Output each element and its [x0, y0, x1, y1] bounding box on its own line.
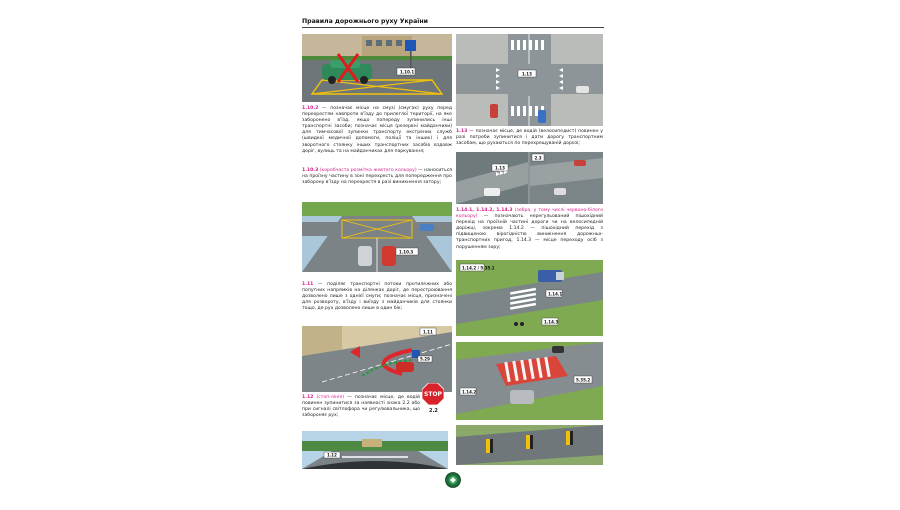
paragraph-1-13 — [456, 129, 603, 147]
stop-sign-text: STOP — [424, 391, 442, 399]
stop-sign-icon — [422, 383, 444, 405]
illustration-1-13-intersection — [456, 34, 603, 126]
rule-1-10-3-highlight: (коробчаста розмітка жовтого кольору) — [318, 168, 417, 173]
rule-1-11-text: — поділяє транспортні потоки протилежних або попутних напрямків на ділянках доріг, де перестроювання дозволено лише з однієї смуги; позначає місця, призначені для розвороту, в'їзду і виїзду з майданчиків для стоянки тощо, де рух дозволено лише в один бік; — [302, 282, 452, 312]
rule-1-12-text: — позначає місце, де водій повинен зупинитися за наявності знака 2.2 або при сигналі світлофора чи регулювальника, що забороняє рух; — [302, 395, 420, 419]
illustration-speed-bumps — [456, 425, 603, 465]
paragraph-1-14 — [456, 208, 603, 251]
rule-1-13-text: — позначає місце, де водій (велосипедист) повинен у разі потреби зупинитися і дати дорогу транспортним засобам, що рухаються по перехрещуваній дорозі; — [456, 129, 603, 147]
rule-1-10-2-text: — позначає місце на смузі (смугах) руху перед перехрестям навпроти в'їзду до прилеглої території, на яке заборонено в'їзд, якщо попереду зупинились інші транспортні засоби; позначає місця (резервні майданчики) для тимчасової зупинки транспорту екстрених служб (швидкої медичної допомоги, поліції та інших) і для зворотного стоянку інших транспортних засобів вздовж доріг, вулиць та на майданчиках для паркування; — [302, 106, 452, 154]
rule-1-14-number: 1.14.1, 1.14.2, 1.14.3 — [456, 208, 513, 213]
tag-1-13-left: 1.13 — [495, 165, 505, 171]
paragraph-1-11 — [302, 282, 452, 312]
tag-1-14-1: 1.14.1 — [548, 291, 563, 297]
rule-1-14-text: — позначають нерегульований пішохідний перехід на проїзній частині дороги чи на велосипедній доріжці, зокрема 1.14.2 — пішохідний перехід з підвищеною вірогідністю виникнення дорожньо-транспортних пригод, 1.14.3 — місце переходу осіб з порушенням зору; — [456, 214, 603, 250]
tag-1-13: 1.13 — [522, 71, 532, 77]
tag-5-29: 5.29 — [420, 356, 430, 362]
rule-1-10-3-text: — наноситься на проїзну частину в зоні перехресть для попередження про заборону в'їзду на перехрестя в разі виникнення затору; — [302, 168, 452, 186]
illustration-1-14-2-red — [456, 342, 603, 420]
manual-page — [298, 12, 606, 492]
illustration-1-10-3 — [302, 202, 452, 272]
rule-1-14-highlight: (зебра, у тому числі червоно-білого кольору) — [456, 208, 603, 220]
page-badge-icon — [445, 472, 461, 488]
stop-sign-label: 2.2 — [429, 408, 438, 414]
illustration-1-13-yield — [456, 152, 603, 204]
tag-2-3: 2.3 — [534, 155, 542, 161]
tag-1-14-3: 1.14.3 — [544, 319, 559, 325]
paragraph-1-10-2 — [302, 106, 452, 155]
illustration-1-10-1 — [302, 34, 452, 102]
tag-5-35-2: 5.35.2 — [576, 377, 591, 383]
tag-1-10-3: 1.10.3 — [399, 249, 414, 255]
rule-1-12-highlight: (стоп-лінія) — [313, 395, 344, 400]
page-header: Правила дорожнього руху України — [302, 18, 429, 25]
tag-1-14-2: 1.14.2 — [462, 389, 477, 395]
tag-1-10-1: 1.10.1 — [400, 69, 415, 75]
tag-1-12: 1.12 — [327, 452, 337, 458]
rule-1-10-3-number: 1.10.3 — [302, 168, 319, 173]
rule-1-12-number: 1.12 — [302, 395, 314, 400]
illustration-1-14-zebra — [456, 260, 603, 336]
paragraph-1-10-3 — [302, 168, 452, 186]
tag-1-11: 1.11 — [423, 329, 433, 335]
rule-1-13-number: 1.13 — [456, 129, 468, 134]
header-divider — [302, 27, 604, 28]
tag-1-14-2-5-35-1: 1.14.2 / 5.35.1 — [462, 265, 495, 271]
rule-1-10-2-number: 1.10.2 — [302, 106, 319, 111]
illustration-1-12 — [302, 431, 448, 469]
rule-1-11-number: 1.11 — [302, 282, 314, 287]
paragraph-1-12 — [302, 395, 420, 419]
